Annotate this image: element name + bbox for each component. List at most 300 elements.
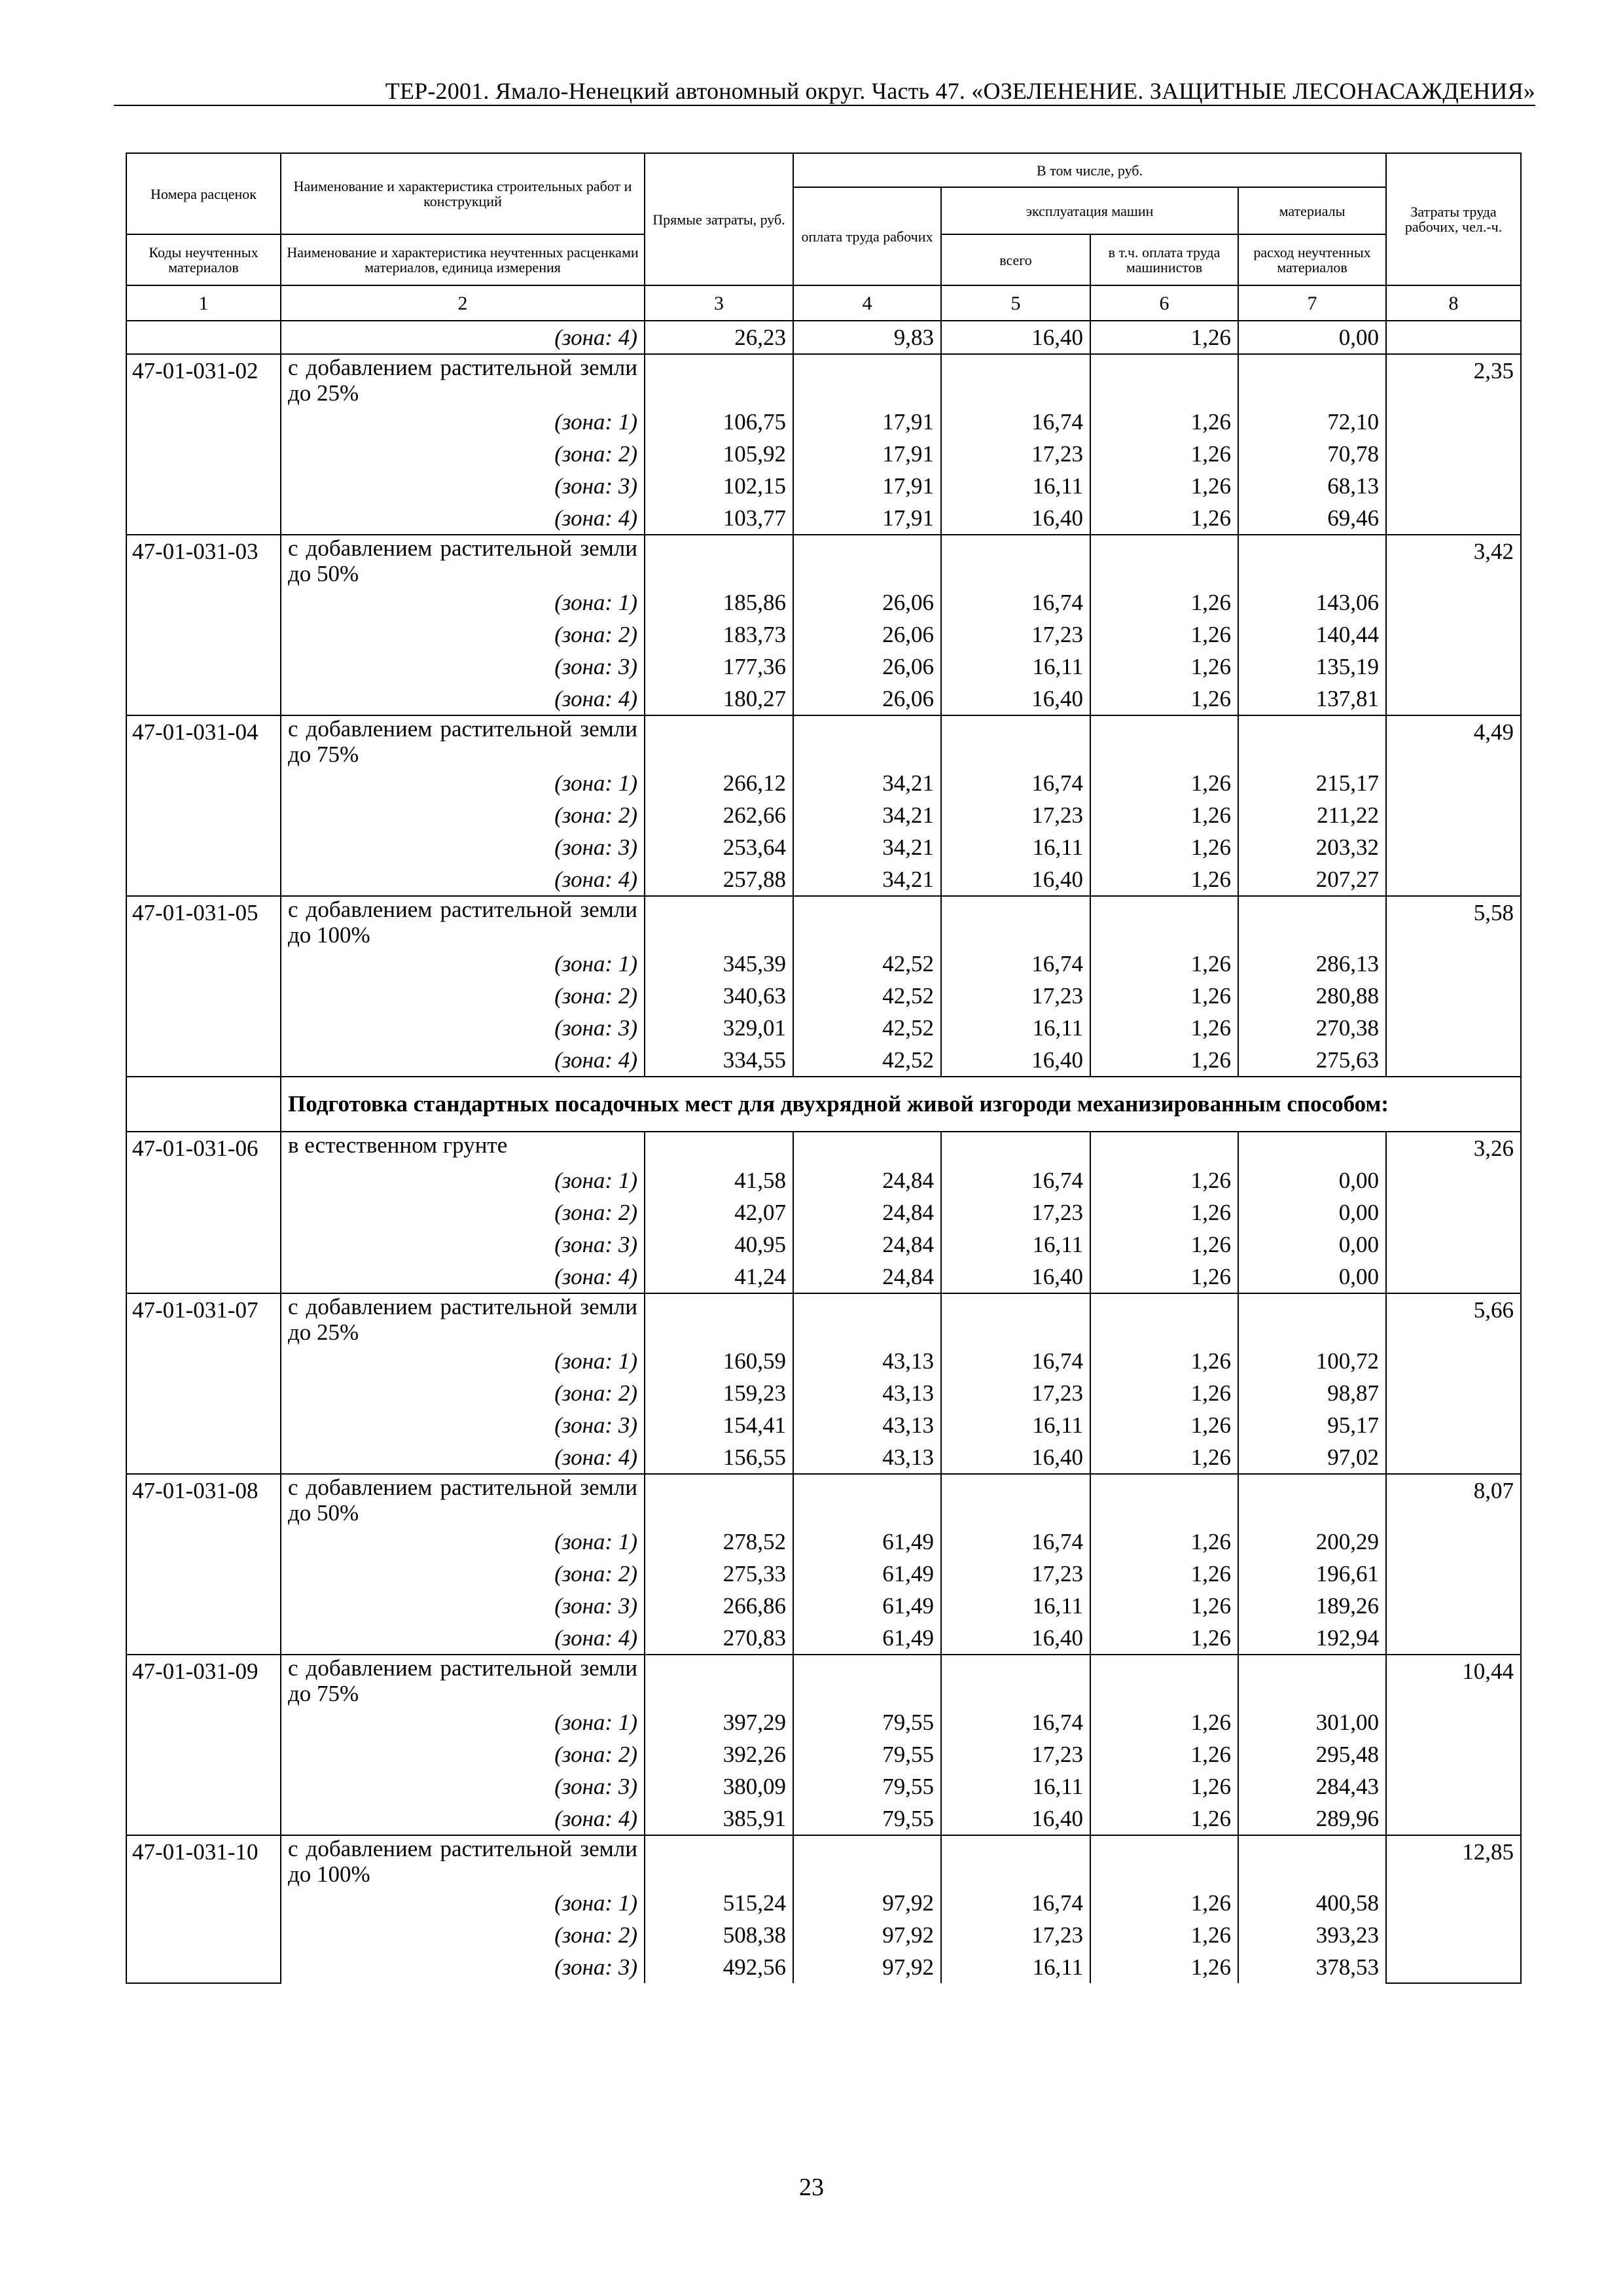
machines-total-cell: 16,11 (941, 1229, 1090, 1261)
rate-code: 47-01-031-02 (126, 354, 281, 535)
empty-cell (941, 535, 1090, 586)
zone-label: (зона: 2) (281, 1196, 645, 1229)
empty-cell (645, 1655, 793, 1706)
col-unaccounted-materials-header: расход неучтенных материалов (1238, 234, 1386, 285)
zone-row (126, 863, 1521, 896)
zone-label: (зона: 1) (281, 1526, 645, 1558)
zone-label: (зона: 1) (281, 1706, 645, 1738)
column-numbers-row (126, 285, 1521, 321)
materials-cell: 270,38 (1238, 1012, 1386, 1044)
empty-cell (645, 896, 793, 948)
rate-row (126, 1835, 1521, 1887)
direct-costs-cell: 266,12 (645, 767, 793, 799)
zone-label: (зона: 3) (281, 651, 645, 683)
wages-cell: 43,13 (793, 1441, 941, 1474)
empty-cell (941, 1132, 1090, 1164)
zone-label: (зона: 4) (281, 1261, 645, 1293)
zone-label: (зона: 3) (281, 470, 645, 502)
operators-wages-cell: 1,26 (1090, 321, 1238, 354)
operators-wages-cell: 1,26 (1090, 1345, 1238, 1377)
empty-cell (941, 1474, 1090, 1526)
zone-row (126, 1409, 1521, 1441)
col-unaccounted-codes-header: Коды неучтенных материалов (126, 234, 281, 285)
zone-label: (зона: 2) (281, 619, 645, 651)
zone-label: (зона: 4) (281, 1803, 645, 1835)
operators-wages-cell: 1,26 (1090, 948, 1238, 980)
empty-cell (1090, 354, 1238, 406)
zone-row (126, 1706, 1521, 1738)
wages-cell: 97,92 (793, 1951, 941, 1983)
zone-label: (зона: 1) (281, 406, 645, 438)
materials-cell: 70,78 (1238, 438, 1386, 470)
empty-cell (941, 1293, 1090, 1345)
zone-row (126, 1622, 1521, 1655)
wages-cell: 43,13 (793, 1345, 941, 1377)
zone-row (126, 1164, 1521, 1196)
empty-cell (645, 1835, 793, 1887)
direct-costs-cell: 40,95 (645, 1229, 793, 1261)
materials-cell: 211,22 (1238, 799, 1386, 831)
wages-cell: 61,49 (793, 1558, 941, 1590)
operators-wages-cell: 1,26 (1090, 799, 1238, 831)
operators-wages-cell: 1,26 (1090, 1164, 1238, 1196)
section-title: Подготовка стандартных посадочных мест для двухрядной живой изгороди механизированным способом: (281, 1077, 1521, 1132)
empty-cell (941, 1655, 1090, 1706)
operators-wages-cell: 1,26 (1090, 1706, 1238, 1738)
materials-cell: 207,27 (1238, 863, 1386, 896)
zone-label: (зона: 2) (281, 438, 645, 470)
wages-cell: 17,91 (793, 470, 941, 502)
materials-cell: 0,00 (1238, 321, 1386, 354)
machines-total-cell: 17,23 (941, 980, 1090, 1012)
materials-cell: 0,00 (1238, 1164, 1386, 1196)
empty-cell (1238, 1655, 1386, 1706)
work-name: с добавлением растительной земли до 50% (281, 535, 645, 586)
empty-cell (1238, 1293, 1386, 1345)
operators-wages-cell: 1,26 (1090, 619, 1238, 651)
direct-costs-cell: 515,24 (645, 1887, 793, 1919)
machines-total-cell: 16,40 (941, 1803, 1090, 1835)
operators-wages-cell: 1,26 (1090, 1044, 1238, 1077)
empty-cell (1090, 1293, 1238, 1345)
zone-label: (зона: 3) (281, 1590, 645, 1622)
labor-hours: 8,07 (1386, 1474, 1521, 1655)
operators-wages-cell: 1,26 (1090, 1526, 1238, 1558)
column-number: 4 (793, 285, 941, 321)
wages-cell: 24,84 (793, 1229, 941, 1261)
rates-table (126, 152, 1520, 1984)
col-rate-numbers-header: Номера расценок (126, 153, 281, 234)
col-operators-wages-header: в т.ч. оплата труда машинистов (1090, 234, 1238, 285)
zone-row (126, 586, 1521, 619)
direct-costs-cell: 253,64 (645, 831, 793, 863)
wages-cell: 26,06 (793, 619, 941, 651)
labor-hours: 4,49 (1386, 715, 1521, 896)
direct-costs-cell: 262,66 (645, 799, 793, 831)
work-name: с добавлением растительной земли до 50% (281, 1474, 645, 1526)
wages-cell: 34,21 (793, 831, 941, 863)
machines-total-cell: 16,74 (941, 948, 1090, 980)
zone-label: (зона: 2) (281, 1738, 645, 1770)
zone-label: (зона: 3) (281, 831, 645, 863)
zone-label: (зона: 3) (281, 1012, 645, 1044)
empty-cell (1238, 715, 1386, 767)
operators-wages-cell: 1,26 (1090, 1229, 1238, 1261)
zone-row (126, 1887, 1521, 1919)
empty-cell (645, 1474, 793, 1526)
col-machines-total-header: всего (941, 234, 1090, 285)
empty-cell (1090, 1655, 1238, 1706)
zone-row (126, 1196, 1521, 1229)
rate-row (126, 1474, 1521, 1526)
wages-cell: 34,21 (793, 799, 941, 831)
empty-cell (941, 896, 1090, 948)
operators-wages-cell: 1,26 (1090, 767, 1238, 799)
machines-total-cell: 16,11 (941, 831, 1090, 863)
empty-cell (1090, 1132, 1238, 1164)
materials-cell: 295,48 (1238, 1738, 1386, 1770)
empty-cell (941, 354, 1090, 406)
empty-cell (793, 715, 941, 767)
materials-cell: 215,17 (1238, 767, 1386, 799)
materials-cell: 143,06 (1238, 586, 1386, 619)
zone-label: (зона: 1) (281, 1345, 645, 1377)
zone-row (126, 767, 1521, 799)
materials-cell: 393,23 (1238, 1919, 1386, 1951)
empty-cell (793, 1474, 941, 1526)
work-name: с добавлением растительной земли до 75% (281, 1655, 645, 1706)
rate-code: 47-01-031-08 (126, 1474, 281, 1655)
wages-cell: 79,55 (793, 1770, 941, 1803)
empty-cell (645, 715, 793, 767)
wages-cell: 26,06 (793, 683, 941, 715)
machines-total-cell: 16,74 (941, 1526, 1090, 1558)
zone-label: (зона: 4) (281, 1044, 645, 1077)
col-unaccounted-names-header: Наименование и характеристика неучтенных расценками материалов, единица измерения (281, 234, 645, 285)
direct-costs-cell: 329,01 (645, 1012, 793, 1044)
empty-cell (793, 354, 941, 406)
section-row (126, 1077, 1521, 1132)
wages-cell: 97,92 (793, 1919, 941, 1951)
zone-label: (зона: 3) (281, 1409, 645, 1441)
operators-wages-cell: 1,26 (1090, 502, 1238, 535)
zone-row (126, 980, 1521, 1012)
materials-cell: 192,94 (1238, 1622, 1386, 1655)
empty-cell (793, 1132, 941, 1164)
machines-total-cell: 16,11 (941, 1012, 1090, 1044)
materials-cell: 280,88 (1238, 980, 1386, 1012)
running-header: ТЕР-2001. Ямало-Ненецкий автономный округ. Часть 47. «ОЗЕЛЕНЕНИЕ. ЗАЩИТНЫЕ ЛЕСОНАСАЖДЕНИЯ» (385, 78, 1535, 104)
wages-cell: 61,49 (793, 1622, 941, 1655)
direct-costs-cell: 180,27 (645, 683, 793, 715)
empty-cell (1238, 1474, 1386, 1526)
machines-total-cell: 16,40 (941, 1622, 1090, 1655)
empty-cell (1090, 715, 1238, 767)
direct-costs-cell: 266,86 (645, 1590, 793, 1622)
operators-wages-cell: 1,26 (1090, 1590, 1238, 1622)
wages-cell: 34,21 (793, 863, 941, 896)
rate-code: 47-01-031-05 (126, 896, 281, 1077)
direct-costs-cell: 334,55 (645, 1044, 793, 1077)
machines-total-cell: 17,23 (941, 1558, 1090, 1590)
machines-total-cell: 17,23 (941, 1919, 1090, 1951)
labor-hours: 5,66 (1386, 1293, 1521, 1474)
zone-label: (зона: 2) (281, 799, 645, 831)
zone-row (126, 1919, 1521, 1951)
zone-row (126, 619, 1521, 651)
operators-wages-cell: 1,26 (1090, 980, 1238, 1012)
empty-cell (793, 1655, 941, 1706)
materials-cell: 203,32 (1238, 831, 1386, 863)
operators-wages-cell: 1,26 (1090, 1012, 1238, 1044)
labor-hours: 5,58 (1386, 896, 1521, 1077)
work-name: в естественном грунте (281, 1132, 645, 1164)
direct-costs-cell: 397,29 (645, 1706, 793, 1738)
rate-code: 47-01-031-06 (126, 1132, 281, 1293)
column-number: 2 (281, 285, 645, 321)
machines-total-cell: 16,74 (941, 1887, 1090, 1919)
materials-cell: 0,00 (1238, 1229, 1386, 1261)
direct-costs-cell: 185,86 (645, 586, 793, 619)
machines-total-cell: 16,74 (941, 406, 1090, 438)
materials-cell: 196,61 (1238, 1558, 1386, 1590)
rate-code: 47-01-031-03 (126, 535, 281, 715)
labor-hours: 3,26 (1386, 1132, 1521, 1293)
machines-total-cell: 16,74 (941, 1164, 1090, 1196)
zone-label: (зона: 3) (281, 1770, 645, 1803)
wages-cell: 79,55 (793, 1738, 941, 1770)
machines-total-cell: 17,23 (941, 1196, 1090, 1229)
machines-total-cell: 16,74 (941, 586, 1090, 619)
materials-cell: 400,58 (1238, 1887, 1386, 1919)
direct-costs-cell: 154,41 (645, 1409, 793, 1441)
operators-wages-cell: 1,26 (1090, 438, 1238, 470)
machines-total-cell: 16,40 (941, 1441, 1090, 1474)
work-name: с добавлением растительной земли до 75% (281, 715, 645, 767)
wages-cell: 26,06 (793, 651, 941, 683)
work-name: с добавлением растительной земли до 100% (281, 896, 645, 948)
machines-total-cell: 16,74 (941, 1345, 1090, 1377)
rate-code: 47-01-031-10 (126, 1835, 281, 1983)
wages-cell: 97,92 (793, 1887, 941, 1919)
direct-costs-cell: 385,91 (645, 1803, 793, 1835)
materials-cell: 275,63 (1238, 1044, 1386, 1077)
materials-cell: 100,72 (1238, 1345, 1386, 1377)
zone-row (126, 1345, 1521, 1377)
empty-cell (941, 715, 1090, 767)
empty-cell (1090, 896, 1238, 948)
machines-total-cell: 16,40 (941, 1261, 1090, 1293)
direct-costs-cell: 183,73 (645, 619, 793, 651)
zone-row (126, 1229, 1521, 1261)
page-number: 23 (799, 2174, 824, 2201)
zone-row (126, 1044, 1521, 1077)
materials-cell: 200,29 (1238, 1526, 1386, 1558)
empty-cell (1090, 1474, 1238, 1526)
col-work-name-header: Наименование и характеристика строительных работ и конструкций (281, 153, 645, 234)
direct-costs-cell: 508,38 (645, 1919, 793, 1951)
materials-cell: 140,44 (1238, 619, 1386, 651)
operators-wages-cell: 1,26 (1090, 586, 1238, 619)
operators-wages-cell: 1,26 (1090, 1261, 1238, 1293)
operators-wages-cell: 1,26 (1090, 1951, 1238, 1983)
direct-costs-cell: 340,63 (645, 980, 793, 1012)
machines-header: эксплуатация машин (941, 187, 1238, 234)
labor-hours: 2,35 (1386, 354, 1521, 535)
zone-label: (зона: 1) (281, 586, 645, 619)
direct-costs-cell: 275,33 (645, 1558, 793, 1590)
materials-cell: 135,19 (1238, 651, 1386, 683)
zone-label: (зона: 2) (281, 1919, 645, 1951)
operators-wages-cell: 1,26 (1090, 1377, 1238, 1409)
zone-label: (зона: 1) (281, 948, 645, 980)
wages-cell: 17,91 (793, 502, 941, 535)
zone-row (126, 406, 1521, 438)
machines-total-cell: 16,40 (941, 321, 1090, 354)
operators-wages-cell: 1,26 (1090, 863, 1238, 896)
empty-cell (645, 1132, 793, 1164)
materials-cell: 289,96 (1238, 1803, 1386, 1835)
materials-cell: 189,26 (1238, 1590, 1386, 1622)
rate-code-cell (126, 321, 281, 354)
machines-total-cell: 16,11 (941, 470, 1090, 502)
machines-total-cell: 16,11 (941, 1590, 1090, 1622)
wages-cell: 9,83 (793, 321, 941, 354)
materials-cell: 0,00 (1238, 1261, 1386, 1293)
direct-costs-cell: 392,26 (645, 1738, 793, 1770)
rate-code: 47-01-031-07 (126, 1293, 281, 1474)
column-number: 5 (941, 285, 1090, 321)
zone-label: (зона: 1) (281, 1887, 645, 1919)
zone-label: (зона: 1) (281, 767, 645, 799)
empty-cell (793, 535, 941, 586)
machines-total-cell: 16,40 (941, 1044, 1090, 1077)
labor-hours: 3,42 (1386, 535, 1521, 715)
operators-wages-cell: 1,26 (1090, 1409, 1238, 1441)
zone-label: (зона: 4) (281, 1441, 645, 1474)
wages-cell: 79,55 (793, 1803, 941, 1835)
zone-row (126, 1590, 1521, 1622)
work-name: с добавлением растительной земли до 25% (281, 354, 645, 406)
operators-wages-cell: 1,26 (1090, 1622, 1238, 1655)
direct-costs-cell: 278,52 (645, 1526, 793, 1558)
zone-label: (зона: 2) (281, 1558, 645, 1590)
rate-row (126, 354, 1521, 406)
wages-cell: 34,21 (793, 767, 941, 799)
machines-total-cell: 16,40 (941, 683, 1090, 715)
zone-label: (зона: 4) (281, 683, 645, 715)
direct-costs-cell: 42,07 (645, 1196, 793, 1229)
direct-costs-cell: 160,59 (645, 1345, 793, 1377)
machines-total-cell: 17,23 (941, 438, 1090, 470)
wages-cell: 24,84 (793, 1196, 941, 1229)
wages-cell: 17,91 (793, 406, 941, 438)
table-head (126, 153, 1521, 321)
machines-total-cell: 16,11 (941, 1951, 1090, 1983)
wages-cell: 61,49 (793, 1526, 941, 1558)
work-name: с добавлением растительной земли до 25% (281, 1293, 645, 1345)
empty-cell (126, 1077, 281, 1132)
operators-wages-cell: 1,26 (1090, 651, 1238, 683)
operators-wages-cell: 1,26 (1090, 1196, 1238, 1229)
wages-cell: 17,91 (793, 438, 941, 470)
labor-hours: 10,44 (1386, 1655, 1521, 1835)
operators-wages-cell: 1,26 (1090, 831, 1238, 863)
machines-total-cell: 16,40 (941, 863, 1090, 896)
zone-row (126, 1261, 1521, 1293)
rate-row (126, 1293, 1521, 1345)
column-number: 8 (1386, 285, 1521, 321)
operators-wages-cell: 1,26 (1090, 683, 1238, 715)
wages-cell: 61,49 (793, 1590, 941, 1622)
zone-row (126, 438, 1521, 470)
materials-cell: 284,43 (1238, 1770, 1386, 1803)
rate-code: 47-01-031-04 (126, 715, 281, 896)
wages-cell: 43,13 (793, 1409, 941, 1441)
zone-row (126, 831, 1521, 863)
work-name: с добавлением растительной земли до 100% (281, 1835, 645, 1887)
rate-row (126, 1655, 1521, 1706)
col-direct-costs-header: Прямые затраты, руб. (645, 153, 793, 285)
machines-total-cell: 16,11 (941, 1770, 1090, 1803)
zone-row (126, 1951, 1521, 1983)
column-number: 3 (645, 285, 793, 321)
materials-cell: 72,10 (1238, 406, 1386, 438)
empty-cell (645, 354, 793, 406)
zone-row (126, 651, 1521, 683)
wages-cell: 42,52 (793, 1044, 941, 1077)
direct-costs-cell: 105,92 (645, 438, 793, 470)
column-number: 7 (1238, 285, 1386, 321)
wages-cell: 24,84 (793, 1261, 941, 1293)
zone-row (126, 1803, 1521, 1835)
zone-label: (зона: 1) (281, 1164, 645, 1196)
materials-cell: 137,81 (1238, 683, 1386, 715)
direct-costs-cell: 41,24 (645, 1261, 793, 1293)
zone-label: (зона: 4) (281, 1622, 645, 1655)
direct-costs-cell: 103,77 (645, 502, 793, 535)
empty-cell (1238, 354, 1386, 406)
column-number: 1 (126, 285, 281, 321)
machines-total-cell: 16,74 (941, 1706, 1090, 1738)
empty-cell (1238, 896, 1386, 948)
operators-wages-cell: 1,26 (1090, 470, 1238, 502)
zone-label: (зона: 3) (281, 1951, 645, 1983)
rate-row (126, 1132, 1521, 1164)
col-labor-header: Затраты труда рабочих, чел.-ч. (1386, 153, 1521, 285)
direct-costs-cell: 345,39 (645, 948, 793, 980)
materials-cell: 301,00 (1238, 1706, 1386, 1738)
materials-cell: 0,00 (1238, 1196, 1386, 1229)
direct-costs-cell: 270,83 (645, 1622, 793, 1655)
materials-cell: 286,13 (1238, 948, 1386, 980)
zone-row (126, 1012, 1521, 1044)
zone-label: (зона: 3) (281, 1229, 645, 1261)
col-wages-header: оплата труда рабочих (793, 187, 941, 285)
operators-wages-cell: 1,26 (1090, 1887, 1238, 1919)
zone-label: (зона: 2) (281, 1377, 645, 1409)
zone-row (126, 1441, 1521, 1474)
machines-total-cell: 17,23 (941, 799, 1090, 831)
labor-hours: 12,85 (1386, 1835, 1521, 1983)
empty-cell (1238, 1132, 1386, 1164)
machines-total-cell: 16,11 (941, 1409, 1090, 1441)
zone-row (126, 470, 1521, 502)
zone-label: (зона: 4) (281, 321, 645, 354)
direct-costs-cell: 380,09 (645, 1770, 793, 1803)
machines-total-cell: 16,11 (941, 651, 1090, 683)
rate-row (126, 896, 1521, 948)
